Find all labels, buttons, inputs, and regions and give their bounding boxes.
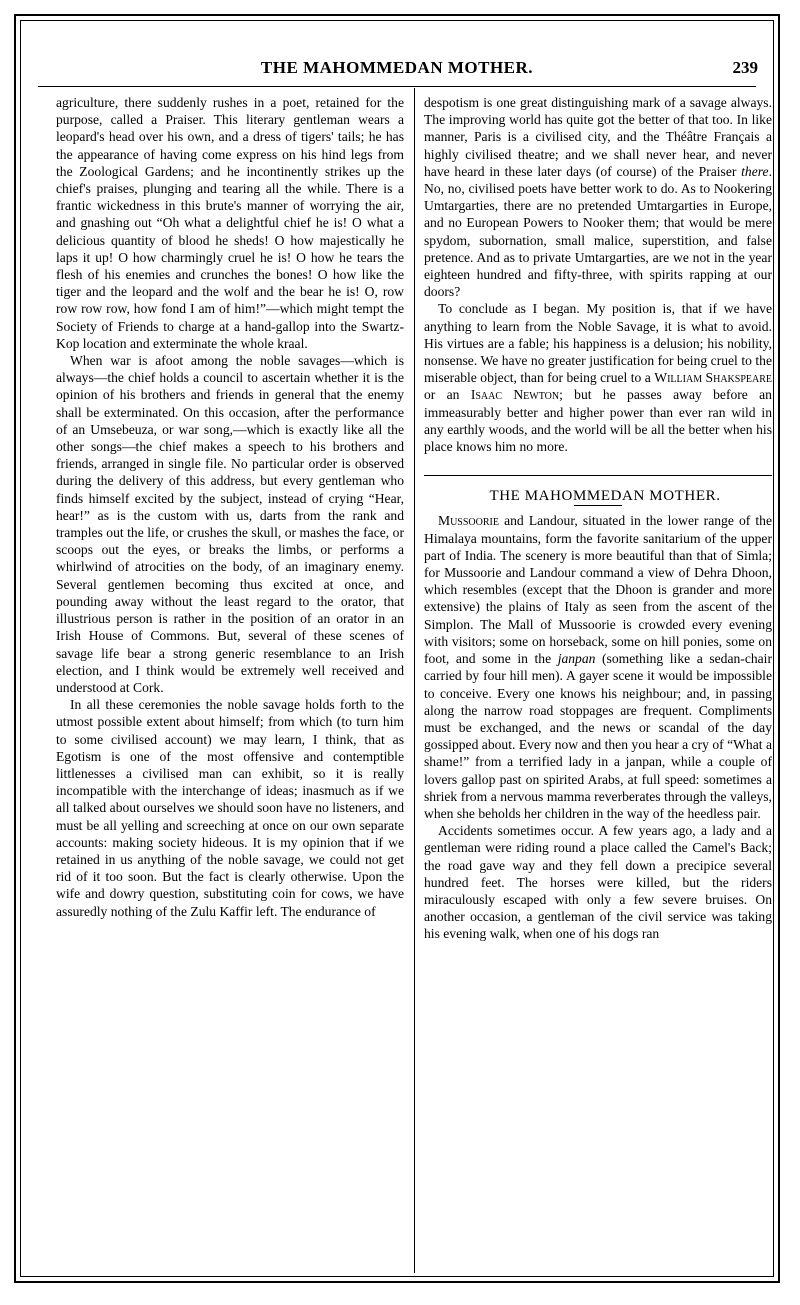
text-run: and Landour, situated in the lower range of the Himalaya mountains, form the favorite sanitarium of the upper part of India. The scenery is more beautiful than that of Simla; for Mussoorie and Landour command a view of Dehra Dhoon, which resembles (except that the Dhoon is grander and more extensive) the plains of Italy as seen from the ascent of the Simplon. The Mall of Mussoorie is crowded every evening with visitors; some on horseback, some on hill ponies, some on foot, and some in the xyxy=(424,513,772,667)
left-column xyxy=(56,94,404,920)
paragraph xyxy=(424,94,772,300)
running-head xyxy=(36,56,758,82)
italic-word: janpan xyxy=(557,651,596,667)
text-run: . No, no, civilised poets have better work to do. As to Nookering Umtargarties, there are no pretended Umtargarties in Europe, and no European Powers to Nooker them; that would be mere spydom, subornation, small malice, superstition, and false pretence. And as to private Umtargarties, are we not in the year eighteen hundred and fifty-three, with spirits rapping at our doors? xyxy=(424,163,772,300)
paragraph xyxy=(424,300,772,455)
section-title: THE MAHOMMEDAN MOTHER. xyxy=(489,488,721,505)
paragraph: When war is afoot among the noble savages—which is always—the chief holds a council to ascertain whether it is the opinion of his brothers and friends in general that the enemy shall be exterminated. On this occasion, after the performance of an Umsebeuza, or war song,—which is exactly like all the other songs—the chief makes a speech to his brothers and friends, arranged in single file. No particular order is observed during the delivery of this address, but every gentleman who finds himself excited by the subject, instead of crying “Hear, hear!” as is the custom with us, darts from the rank and tramples out the life, or crushes the skull, or mashes the face, or scoops out the eyes, or breaks the limbs, or performs a whirlwind of atrocities on the body, of an imaginary enemy. Several gentlemen becoming thus excited at once, and pounding away without the least regard to the orator, that illustrious person is rather in the position of an orator in an Irish House of Commons. But, several of these scenes of savage life bear a strong generic resemblance to an Irish election, and I think would be extremely well received and understood at Cork. xyxy=(56,353,404,695)
page-frame xyxy=(14,14,780,1283)
paragraph: agriculture, there suddenly rushes in a poet, retained for the purpose, called a Praiser. This literary gentleman wears a leopard's head over his own, and a dress of tigers' tails; he has the appearance of having come express on his hind legs from the Zoological Gardens; and he incontinently strikes up the chief's praises, plunging and tearing all the while. There is a frantic wickedness in this brute's manner of worrying the air, and gnashing out “Oh what a delightful chief he is! O what a delicious quantity of blood he sheds! O how majestically he laps it up! O how charmingly cruel he is! O how he tears the flesh of his enemies and crunches the bones! O how like the tiger and the leopard and the wolf and the bear he is! O, row row row row, how fond I am of him!”—which might tempt the Society of Friends to charge at a hand-gallop into the Swartz-Kop location and exterminate the whole kraal. xyxy=(56,95,404,351)
header-rule xyxy=(38,86,756,87)
running-title: THE MAHOMMEDAN MOTHER. xyxy=(260,58,534,77)
paragraph: Accidents sometimes occur. A few years ago, a lady and a gentleman were riding round a place called the Camel's Back; the road gave way and they fell down a precipice several hundred feet. The horses were killed, but the riders miraculously escaped with only a few severe bruises. On another occasion, a gentleman of the civil service was taking his evening walk, when one of his dogs ran xyxy=(424,823,772,942)
title-underline xyxy=(574,505,622,506)
small-caps-name: Isaac Newton xyxy=(470,387,560,403)
italic-word: there xyxy=(741,163,769,179)
right-column xyxy=(424,94,772,943)
text-run: ; but he passes away before an immeasurably better and higher power than ever ran wild in any earthly woods, and the world will be all the better when his place knows him no more. xyxy=(424,387,772,455)
text-run: To conclude as I began. My position is, that if we have anything to learn from the Noble Savage, it is what to avoid. His virtues are a fable; his happiness is a delusion; his nobility, nonsense. We have no greater justification for being cruel to the miserable object, than for being cruel to a xyxy=(424,301,772,386)
text-run: (something like a sedan-chair carried by four hill men). A gayer scene it would be impossible to conceive. Every one knows his neighbour; and, in passing along the narrow road stoppages are frequent. Compliments must be exchanged, and the news or scandal of the day gossipped about. Every now and then you hear a cry of “What a shame!” from a terrified lady in a janpan, while a couple of lovers gallop past on spirited Arabs, at full speed: sometimes a shriek from a nervous mamma reverberates through the valleys, when she beholds her children in the way of the heedless pair. xyxy=(424,651,772,821)
section-rule xyxy=(424,475,772,476)
paragraph: In all these ceremonies the noble savage holds forth to the utmost possible extent about himself; from which (to turn him to some civilised account) we may learn, I think, that as Egotism is one of the most offensive and contemptible littlenesses a civilised man can exhibit, so it is really incompatible with the interchange of ideas; inasmuch as if we all talked about ourselves we should soon have no listeners, and must be all yelling and screeching at once on our own separate accounts: making society hideous. It is my opinion that if we retained in us anything of the noble savage, we could not get rid of it too soon. But the fact is clearly otherwise. Upon the wife and dowry question, substituting coin for cows, we have assuredly nothing of the Zulu Kaffir left. The endurance of xyxy=(56,697,404,919)
page-number: 239 xyxy=(732,58,758,77)
small-caps-lead: Mussoorie xyxy=(438,513,499,529)
text-run: despotism is one great distinguishing mark of a savage always. The improving world has quite got the better of that too. In like manner, Paris is a civilised city, and the Théâtre Français a highly civilised theatre; and we shall never hear, and never have heard in these later days (of course) of the Praiser xyxy=(424,95,772,179)
text-run: or an xyxy=(424,387,471,403)
column-divider xyxy=(414,88,415,1273)
small-caps-name: William Shakspeare xyxy=(654,370,772,386)
paragraph xyxy=(424,512,772,822)
